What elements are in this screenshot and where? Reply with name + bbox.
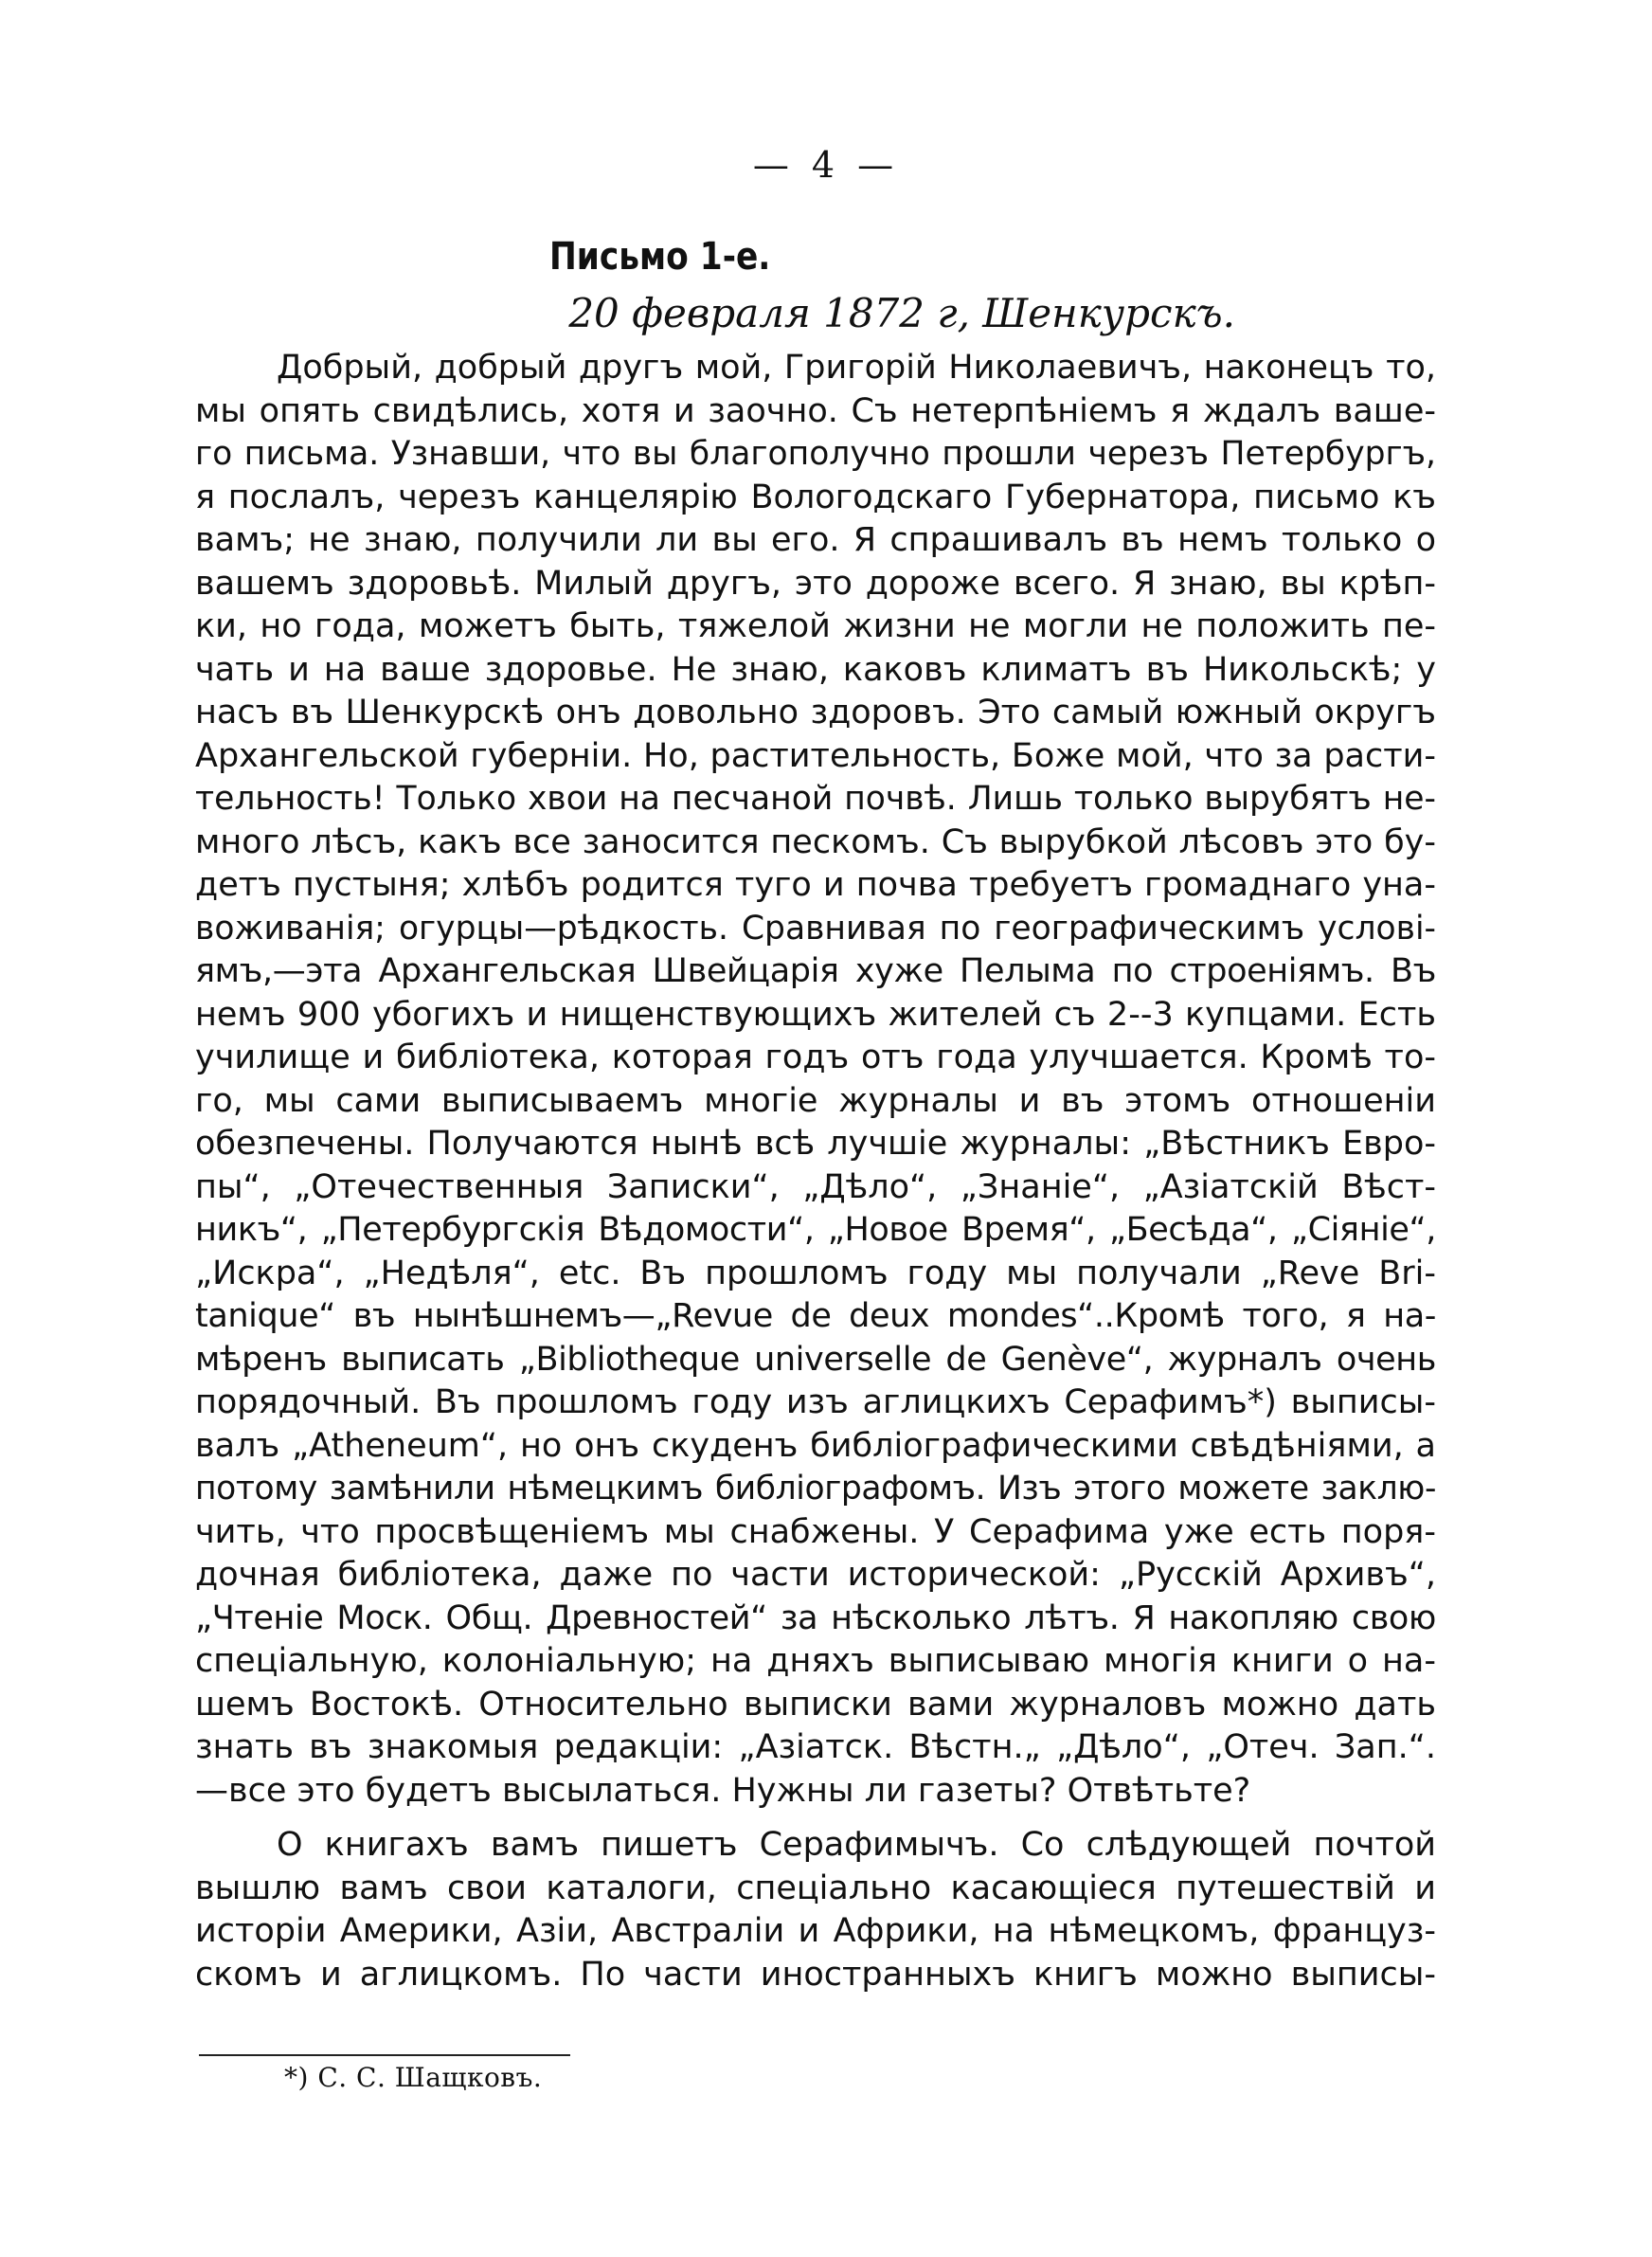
dateline: 20 февраля 1872 г, Шенкурскъ. bbox=[568, 290, 1235, 336]
text-line: Архангельской губерніи. Но, растительность, Боже мой, что за расти- bbox=[195, 736, 1436, 775]
text-line: мы опять свидѣлись, хотя и заочно. Съ нетерпѣніемъ я ждалъ ваше- bbox=[195, 391, 1436, 430]
text-line: вышлю вамъ свои каталоги, спеціально касающіеся путешествій и bbox=[195, 1869, 1436, 1907]
text-line: я послалъ, черезъ канцелярію Вологодскаго Губернатора, письмо къ bbox=[195, 478, 1436, 516]
text-line: немъ 900 убогихъ и нищенствующихъ жителей съ 2--3 купцами. Есть bbox=[195, 995, 1436, 1034]
text-line: Добрый, добрый другъ мой, Григорій Николаевичъ, наконецъ то, bbox=[277, 349, 1436, 387]
text-line: tanique“ въ нынѣшнемъ—„Revue de deux mondes“..Кромѣ того, я на- bbox=[195, 1297, 1436, 1335]
text-line: чить, что просвѣщеніемъ мы снабжены. У Серафима уже есть поря- bbox=[195, 1512, 1436, 1551]
text-line: О книгахъ вамъ пишетъ Серафимычъ. Со слѣдующей почтой bbox=[277, 1826, 1436, 1864]
paragraph-2 bbox=[195, 1824, 1436, 1996]
text-line: много лѣсъ, какъ все заносится пескомъ. Съ вырубкой лѣсовъ это бу- bbox=[195, 822, 1436, 861]
footnote-divider bbox=[199, 2054, 570, 2056]
page-number: — 4 — bbox=[752, 144, 900, 186]
text-line: никъ“, „Петербургскія Вѣдомости“, „Новое Время“, „Бесѣда“, „Сіяніе“, bbox=[195, 1211, 1436, 1249]
text-line: —все это будетъ высылаться. Нужны ли газеты? Отвѣтьте? bbox=[195, 1771, 1251, 1810]
text-line: шемъ Востокѣ. Относительно выписки вами журналовъ можно дать bbox=[195, 1685, 1436, 1724]
text-line: детъ пустыня; хлѣбъ родится туго и почва требуетъ громаднаго уна- bbox=[195, 866, 1436, 904]
text-line: дочная библіотека, даже по части исторической: „Русскій Архивъ“, bbox=[195, 1556, 1436, 1594]
text-line: мѣренъ выписать „Bibliotheque universelle de Genève“, журналъ очень bbox=[195, 1340, 1436, 1379]
letter-title: Письмо 1-е. bbox=[549, 235, 771, 279]
text-line: исторіи Америки, Азіи, Австраліи и Африки, на нѣмецкомъ, француз- bbox=[195, 1912, 1436, 1950]
text-line: вашемъ здоровьѣ. Милый другъ, это дороже всего. Я знаю, вы крѣп- bbox=[195, 564, 1436, 603]
text-line: порядочный. Въ прошломъ году изъ аглицкихъ Серафимъ*) выписы- bbox=[195, 1383, 1436, 1421]
text-line: насъ въ Шенкурскѣ онъ довольно здоровъ. Это самый южный округъ bbox=[195, 694, 1436, 731]
text-line: го, мы сами выписываемъ многіе журналы и въ этомъ отношеніи bbox=[195, 1081, 1436, 1120]
text-line: ки, но года, можетъ быть, тяжелой жизни не могли не положить пе- bbox=[195, 607, 1436, 645]
text-line: потому замѣнили нѣмецкимъ библіографомъ. Изъ этого можете заклю- bbox=[195, 1470, 1436, 1508]
text-line: вамъ; не знаю, получили ли вы его. Я спрашивалъ въ немъ только о bbox=[195, 521, 1436, 559]
text-line: чать и на ваше здоровье. Не знаю, каковъ климатъ въ Никольскѣ; у bbox=[195, 650, 1436, 689]
text-line: спеціальную, колоніальную; на дняхъ выписываю многія книги о на- bbox=[195, 1642, 1436, 1680]
letter-body bbox=[195, 347, 1436, 1996]
text-line: ямъ,—эта Архангельская Швейцарія хуже Пелыма по строеніямъ. Въ bbox=[195, 952, 1436, 990]
text-line: „Чтеніе Моск. Общ. Древностей“ за нѣсколько лѣтъ. Я накопляю свою bbox=[195, 1598, 1436, 1637]
footnote: *) С. С. Шащковъ. bbox=[284, 2062, 543, 2093]
text-line: тельность! Только хвои на песчаной почвѣ. Лишь только вырубятъ не- bbox=[195, 780, 1436, 818]
text-line: обезпечены. Получаются нынѣ всѣ лучшіе журналы: „Вѣстникъ Евро- bbox=[195, 1125, 1436, 1163]
text-line: воживанія; огурцы—рѣдкость. Сравнивая по географическимъ услові- bbox=[195, 909, 1436, 948]
text-line: знать въ знакомыя редакціи: „Азіатск. Вѣстн.„ „Дѣло“, „Отеч. Зап.“. bbox=[195, 1728, 1436, 1766]
text-line: валъ „Atheneum“, но онъ скуденъ библіографическими свѣдѣніями, а bbox=[195, 1426, 1436, 1465]
text-line: го письма. Узнавши, что вы благополучно прошли черезъ Петербургъ, bbox=[195, 435, 1436, 473]
text-line: скомъ и аглицкомъ. По части иностранныхъ книгъ можно выписы- bbox=[195, 1955, 1436, 1994]
paragraph-gap bbox=[195, 1813, 1436, 1824]
text-line: училище и библіотека, которая годъ отъ года улучшается. Кромѣ то- bbox=[195, 1038, 1436, 1076]
text-line: „Искра“, „Недѣля“, etc. Въ прошломъ году мы получали „Reve Bri- bbox=[195, 1254, 1436, 1292]
paragraph-1 bbox=[195, 347, 1436, 1813]
text-line: пы“, „Отечественныя Записки“, „Дѣло“, „Знаніе“, „Азіатскій Вѣст- bbox=[195, 1167, 1436, 1206]
